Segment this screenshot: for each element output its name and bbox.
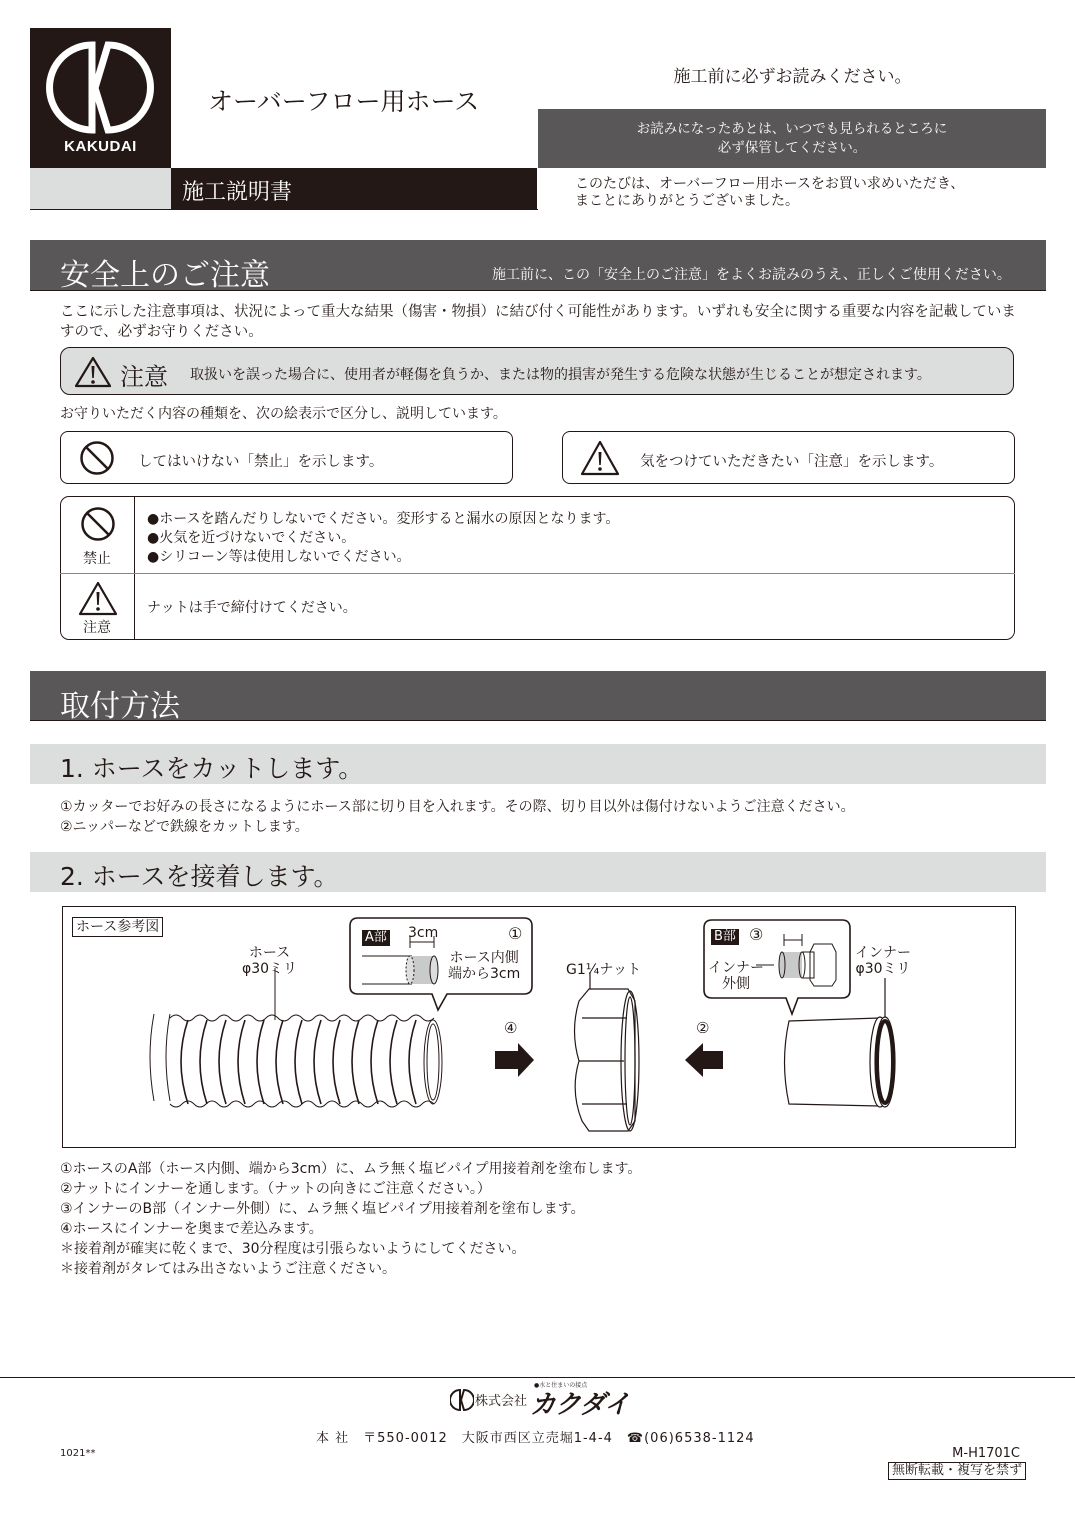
safety-intro: ここに示した注意事項は、状況によって重大な結果（傷害・物損）に結び付く可能性があります。いずれも安全に関する重要な内容を記載していますので、必ずお守りください。 bbox=[60, 304, 1016, 340]
thanks-text bbox=[575, 176, 964, 210]
part-b-number: ③ bbox=[749, 925, 764, 944]
nut-drawing bbox=[575, 972, 640, 1131]
print-code: 1021** bbox=[60, 1448, 96, 1459]
step2-title: 2. ホースを接着します。 bbox=[60, 862, 339, 891]
document-type: 施工説明書 bbox=[182, 180, 293, 205]
keep-notice-line: 必ず保管してください。 bbox=[717, 140, 867, 156]
kakudai-logo-icon bbox=[30, 28, 171, 138]
part-b-description bbox=[708, 960, 764, 992]
table-divider bbox=[134, 496, 135, 640]
part-a-badge: A部 bbox=[362, 930, 390, 946]
nut-label: G1¼ナット bbox=[566, 962, 642, 978]
diagram-label: ホース参考図 bbox=[72, 917, 163, 937]
step1-line: ②ニッパーなどで鉄線をカットします。 bbox=[60, 819, 309, 835]
step1-title: 1. ホースをカットします。 bbox=[60, 754, 364, 783]
install-section-bar bbox=[30, 671, 1046, 721]
warning-triangle-icon bbox=[74, 356, 112, 388]
footer-tagline: ●水と住まいの接点 bbox=[534, 1382, 588, 1389]
prohibit-item: ●火気を近づけないでください。 bbox=[147, 530, 356, 546]
header-gray-block bbox=[30, 168, 171, 209]
footer-brand-prefix: 株式会社 bbox=[475, 1394, 528, 1409]
legend-caution-text: 気をつけていただきたい「注意」を示します。 bbox=[640, 454, 944, 470]
hose-label bbox=[242, 945, 297, 977]
product-title: オーバーフロー用ホース bbox=[208, 87, 480, 116]
legend-prohibit-text: してはいけない「禁止」を示します。 bbox=[138, 454, 384, 470]
caution-row-label: 注意 bbox=[83, 620, 111, 636]
part-b-desc-line: インナー bbox=[708, 960, 764, 976]
footer-brand-name: カクダイ bbox=[530, 1390, 629, 1420]
step4-marker: ④ bbox=[504, 1019, 518, 1037]
model-number: M-H1701C bbox=[952, 1446, 1020, 1461]
part-a-dimension: 3cm bbox=[408, 925, 439, 941]
step2-note: ＊接着剤が確実に乾くまで、30分程度は引張らないようにしてください。 bbox=[60, 1241, 526, 1257]
warning-triangle-icon bbox=[580, 440, 620, 476]
caution-description: 取扱いを誤った場合に、使用者が軽傷を負うか、または物的損害が発生する危険な状態が生じることが想定されます。 bbox=[190, 367, 931, 383]
header-divider bbox=[30, 209, 538, 210]
keep-notice-box bbox=[538, 109, 1046, 168]
hose-label-line: φ30ミリ bbox=[242, 961, 298, 977]
footer-divider bbox=[0, 1377, 1075, 1378]
prohibit-item: ●ホースを踏んだりしないでください。変形すると漏水の原因となります。 bbox=[147, 511, 620, 527]
copyright-notice: 無断転載・複写を禁ず bbox=[888, 1462, 1026, 1480]
prohibit-label: 禁止 bbox=[83, 551, 111, 567]
warning-triangle-icon bbox=[78, 581, 118, 616]
diagram-illustration bbox=[62, 906, 1016, 1148]
inner-label-line: インナー bbox=[855, 945, 911, 961]
safety-subtitle: 施工前に、この「安全上のご注意」をよくお読みのうえ、正しくご使用ください。 bbox=[492, 267, 1011, 283]
arrow-left-icon bbox=[685, 1043, 723, 1077]
legend-intro: お守りいただく内容の種類を、次の絵表示で区分し、説明しています。 bbox=[60, 406, 507, 422]
part-a-number: ① bbox=[508, 924, 523, 943]
part-b-desc-line: 外側 bbox=[722, 976, 750, 992]
prohibit-icon bbox=[79, 440, 115, 476]
inner-label bbox=[855, 945, 911, 977]
step2-marker: ② bbox=[696, 1019, 710, 1037]
part-a-desc-line: ホース内側 bbox=[449, 950, 519, 966]
table-divider bbox=[60, 573, 1015, 574]
inner-label-line: φ30ミリ bbox=[855, 961, 911, 977]
prohibit-icon bbox=[80, 506, 116, 542]
step2-line: ①ホースのA部（ホース内側、端から3cm）に、ムラ無く塩ビパイプ用接着剤を塗布します。 bbox=[60, 1161, 642, 1177]
step1-line: ①カッターでお好みの長さになるようにホース部に切り目を入れます。その際、切り目以外は傷付けないようご注意ください。 bbox=[60, 799, 855, 815]
step2-line: ④ホースにインナーを奥まで差込みます。 bbox=[60, 1221, 323, 1237]
thanks-line: まことにありがとうございました。 bbox=[575, 193, 799, 209]
kakudai-logo-icon bbox=[450, 1388, 474, 1412]
caution-label: 注意 bbox=[120, 363, 168, 391]
keep-notice-line: お読みになったあとは、いつでも見られるところに bbox=[636, 121, 948, 137]
hose-label-line: ホース bbox=[248, 945, 291, 961]
caution-item: ナットは手で締付けてください。 bbox=[147, 600, 357, 616]
step2-line: ③インナーのB部（インナー外側）に、ムラ無く塩ビパイプ用接着剤を塗布します。 bbox=[60, 1201, 585, 1217]
install-title: 取付方法 bbox=[60, 689, 180, 724]
prohibit-item: ●シリコーン等は使用しないでください。 bbox=[147, 549, 411, 565]
step2-line: ②ナットにインナーを通します。（ナットの向きにご注意ください。） bbox=[60, 1181, 491, 1197]
part-a-desc-line: 端から3cm bbox=[448, 966, 521, 982]
part-b-badge: B部 bbox=[711, 929, 739, 945]
logo-text: KAKUDAI bbox=[64, 138, 137, 155]
footer-address: 本 社 〒550-0012 大阪市西区立売堀1-4-4 ☎(06)6538-1124 bbox=[316, 1431, 755, 1446]
safety-title: 安全上のご注意 bbox=[60, 258, 270, 293]
arrow-right-icon bbox=[495, 1043, 534, 1077]
read-first-notice: 施工前に必ずお読みください。 bbox=[673, 67, 912, 87]
part-a-description bbox=[448, 950, 520, 982]
thanks-line: このたびは、オーバーフロー用ホースをお買い求めいただき、 bbox=[575, 176, 965, 192]
step2-note: ＊接着剤がタレてはみ出さないようご注意ください。 bbox=[60, 1261, 396, 1277]
